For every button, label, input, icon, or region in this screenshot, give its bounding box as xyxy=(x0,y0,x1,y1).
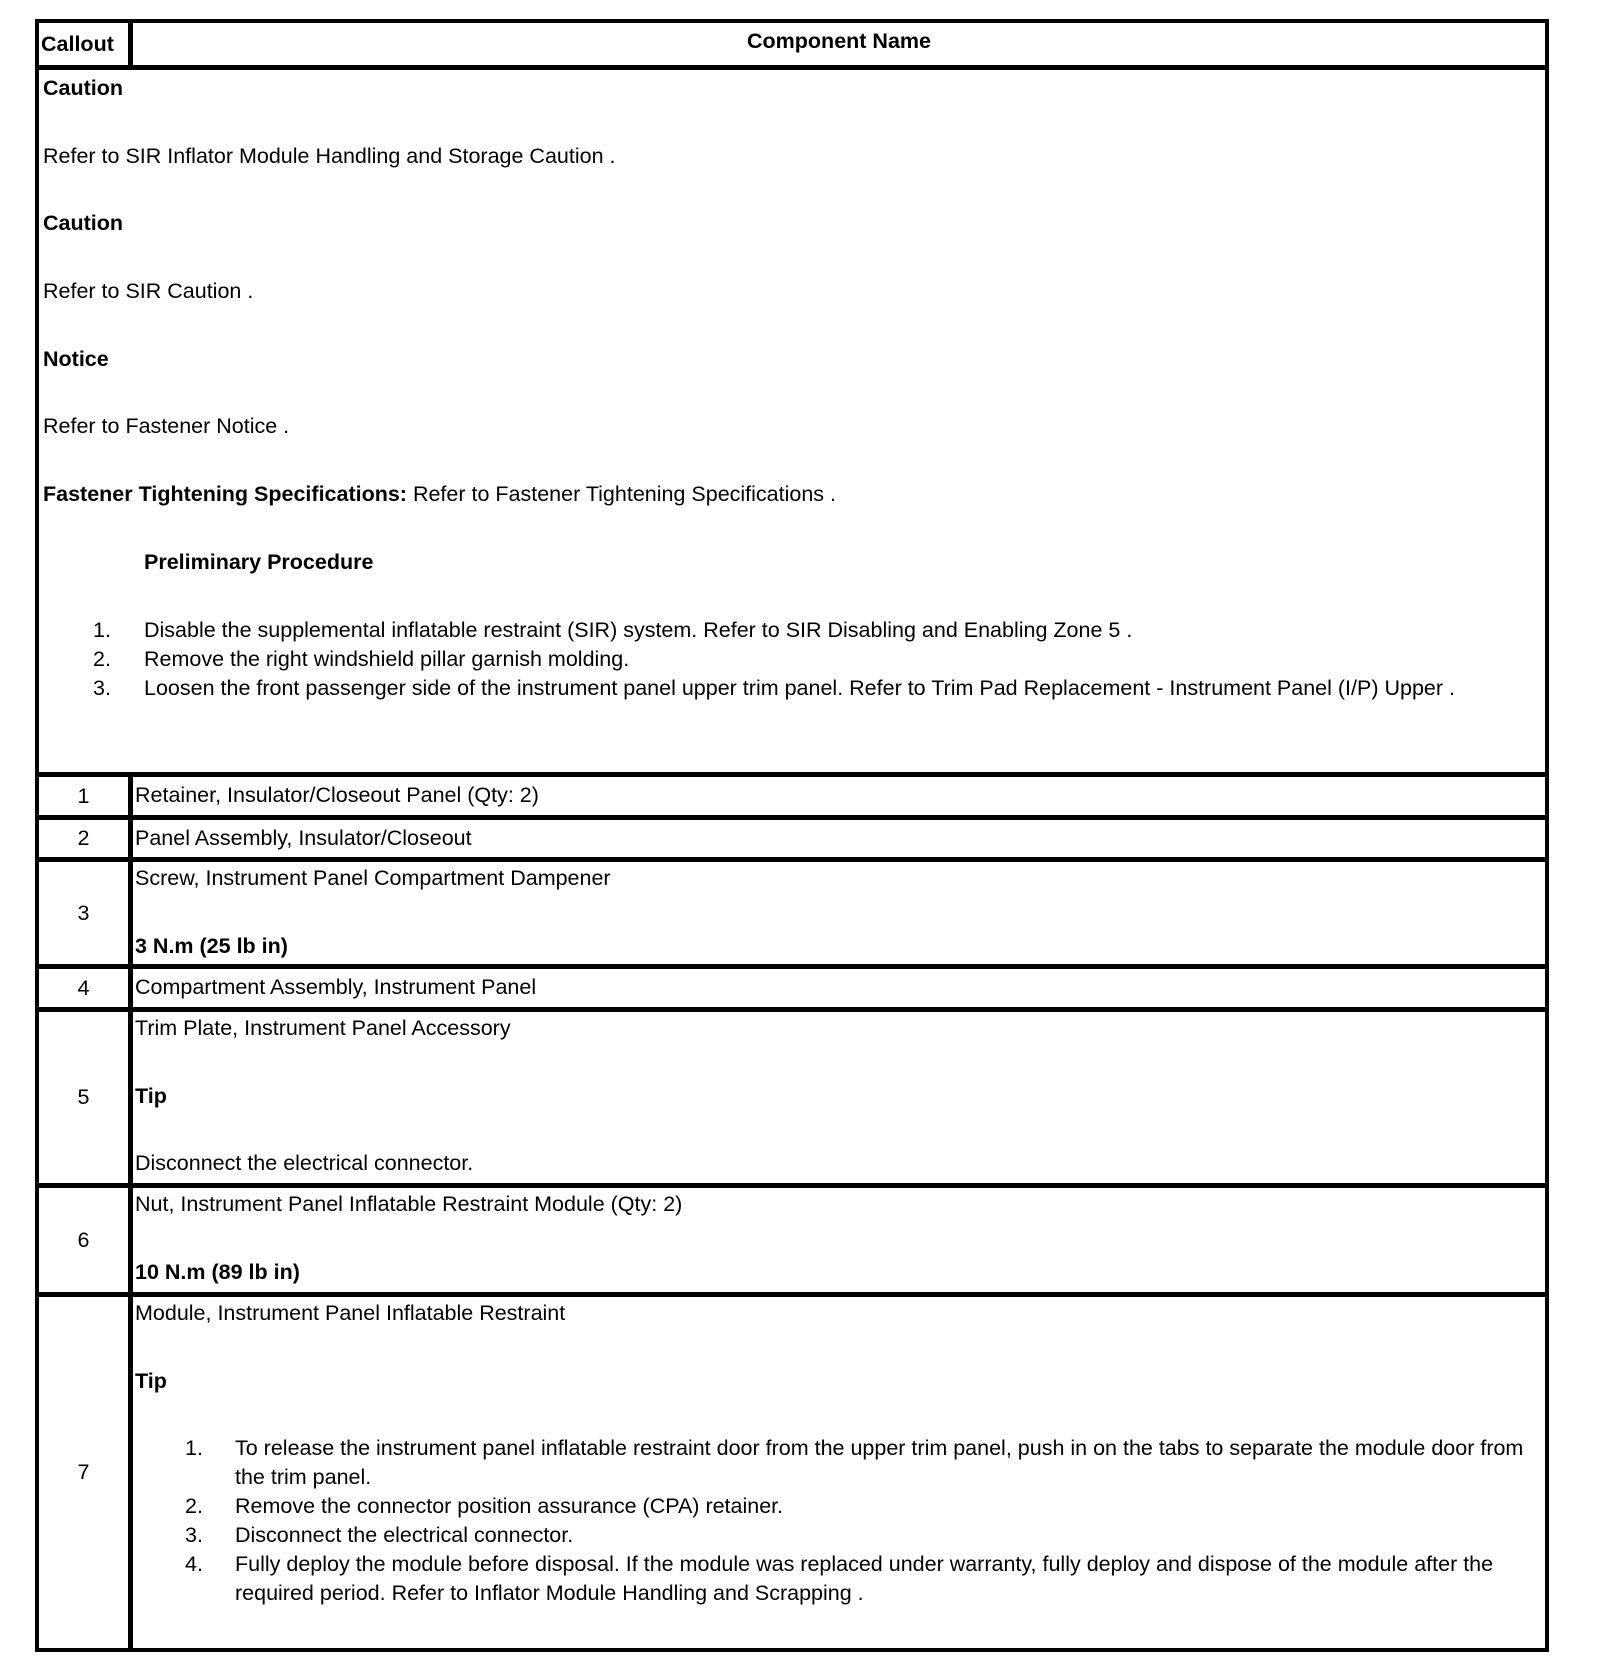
torque-spec: 10 N.m (89 lb in) xyxy=(135,1259,300,1284)
list-item: 4. Fully deploy the module before disposal. If the module was replaced under warranty, fully deploy and dispose of the module after the required period. Refer to Inflator Module Handling and Scrapping . xyxy=(185,1552,1494,1606)
caution-text: Refer to SIR Inflator Module Handling and Storage Caution . xyxy=(43,143,616,168)
table-row xyxy=(39,857,1545,964)
notice-title: Notice xyxy=(43,346,109,371)
table-row xyxy=(39,1007,1545,1183)
caution-title: Caution xyxy=(43,211,124,236)
header-callout: Callout xyxy=(39,23,133,65)
caution-title: Caution xyxy=(43,76,124,100)
callout-number: 5 xyxy=(39,1012,133,1183)
list-item: 1. To release the instrument panel inflatable restraint door from the upper trim panel, push in on the tabs to separate the module door from the trim panel. xyxy=(185,1436,1524,1490)
component-name: Retainer, Insulator/Closeout Panel (Qty: 2) xyxy=(135,783,539,807)
caution-text: Refer to SIR Caution . xyxy=(43,279,254,304)
component-name: Screw, Instrument Panel Compartment Dampener xyxy=(135,866,611,890)
torque-spec: 3 N.m (25 lb in) xyxy=(135,933,288,958)
component-name: Panel Assembly, Insulator/Closeout xyxy=(135,826,472,850)
callout-number: 4 xyxy=(39,969,133,1007)
callout-number: 3 xyxy=(39,862,133,964)
table-row xyxy=(39,1292,1545,1648)
list-item: 1. Disable the supplemental inflatable restraint (SIR) system. Refer to SIR Disabling and Enabling Zone 5 . xyxy=(93,617,1133,642)
notice-text: Refer to Fastener Notice . xyxy=(43,414,290,439)
fastener-spec xyxy=(43,480,1541,509)
table-row xyxy=(39,964,1545,1007)
component-name: Module, Instrument Panel Inflatable Restraint xyxy=(135,1301,566,1325)
component-name: Compartment Assembly, Instrument Panel xyxy=(135,975,537,999)
tip-title: Tip xyxy=(135,1368,167,1393)
table-header xyxy=(39,23,1545,65)
preliminary-steps xyxy=(43,616,1541,703)
component-name: Nut, Instrument Panel Inflatable Restraint Module (Qty: 2) xyxy=(135,1192,683,1216)
tip-text: Disconnect the electrical connector. xyxy=(135,1151,474,1176)
header-component-name: Component Name xyxy=(747,29,931,53)
callout-number: 6 xyxy=(39,1188,133,1292)
callout-number: 1 xyxy=(39,777,133,815)
table-row xyxy=(39,772,1545,815)
table-row xyxy=(39,815,1545,857)
list-item: 3. Disconnect the electrical connector. xyxy=(185,1523,574,1548)
tip-steps xyxy=(135,1434,1543,1608)
list-item: 2. Remove the connector position assurance (CPA) retainer. xyxy=(185,1494,784,1519)
list-item: 3. Loosen the front passenger side of the instrument panel upper trim panel. Refer to Trim Pad Replacement - Instrument Panel (I/P) Upper . xyxy=(93,675,1455,700)
fastener-label: Fastener Tightening Specifications: xyxy=(43,482,407,507)
list-item: 2. Remove the right windshield pillar garnish molding. xyxy=(93,646,630,671)
procedure-title: Preliminary Procedure xyxy=(144,549,374,574)
callout-number: 7 xyxy=(39,1297,133,1648)
fastener-text: Refer to Fastener Tightening Specifications . xyxy=(406,482,837,507)
preliminary-section xyxy=(39,65,1545,772)
tip-title: Tip xyxy=(135,1083,167,1108)
callout-number: 2 xyxy=(39,820,133,857)
table-row xyxy=(39,1183,1545,1292)
component-table xyxy=(35,19,1549,1652)
component-name: Trim Plate, Instrument Panel Accessory xyxy=(135,1016,511,1040)
